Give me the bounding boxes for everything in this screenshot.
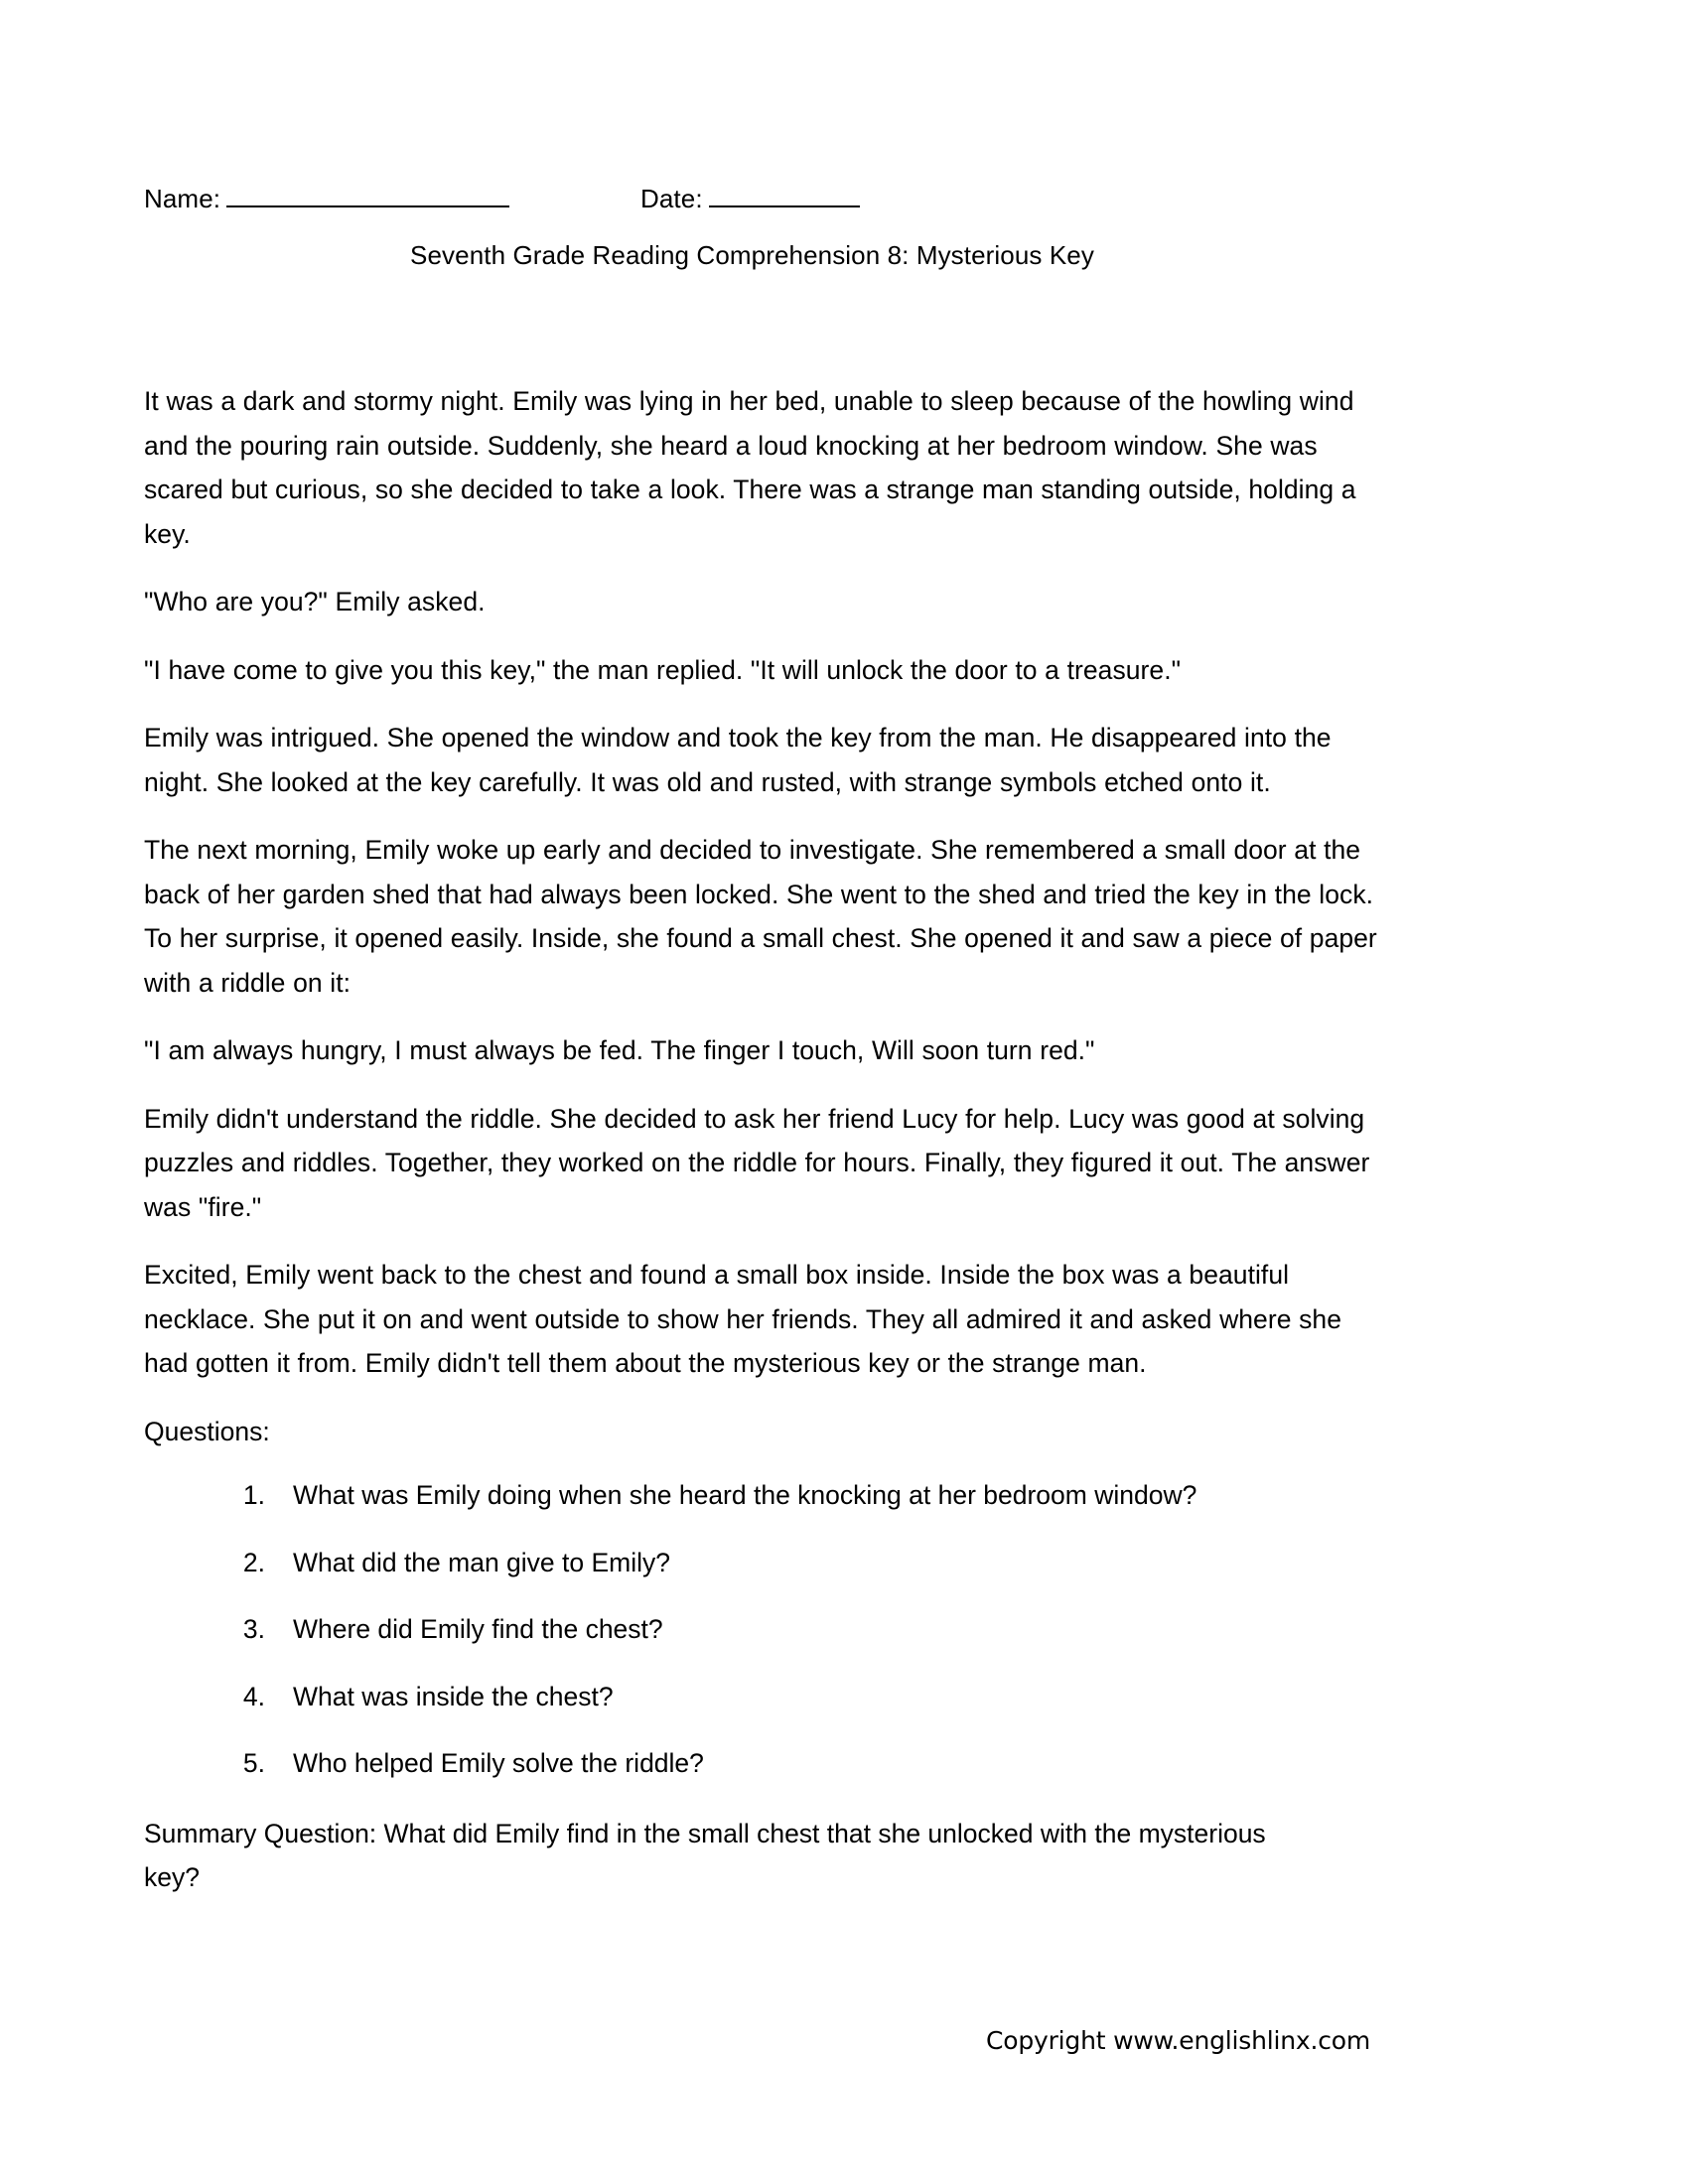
question-number: 4. (242, 1681, 265, 1711)
copyright-footer: Copyright www.englishlinx.com (985, 2026, 1370, 2055)
date-write-in-line[interactable] (709, 184, 860, 207)
passage-paragraph: Emily was intrigued. She opened the window and took the key from the man. He disappeared into the night. She looked at the key carefully. It was old and rusted, with strange symbols etched onto it. (144, 723, 1332, 797)
worksheet-content (144, 0, 1377, 2184)
date-label: Date: (640, 184, 703, 213)
passage-paragraph: It was a dark and stormy night. Emily was lying in her bed, unable to sleep because of the howling wind and the pouring rain outside. Suddenly, she heard a loud knocking at her bedroom window. She was scared but curious, so she decided to take a look. There was a strange man standing outside, holding a key. (144, 386, 1356, 549)
passage-riddle: "I am always hungry, I must always be fed. The finger I touch, Will soon turn red." (144, 1035, 1095, 1065)
question-item (144, 1675, 1360, 1719)
question-number: 5. (242, 1748, 265, 1778)
name-field-group (144, 184, 509, 213)
question-text: What was Emily doing when she heard the knocking at her bedroom window? (293, 1480, 1197, 1510)
questions-heading: Questions: (144, 1416, 270, 1446)
question-text: What did the man give to Emily? (293, 1547, 671, 1577)
question-number: 2. (242, 1547, 265, 1577)
passage-paragraph: "Who are you?" Emily asked. (144, 587, 486, 616)
question-text: Who helped Emily solve the riddle? (293, 1748, 704, 1778)
question-item (144, 1473, 1360, 1518)
date-field-group (640, 184, 860, 213)
question-item (144, 1607, 1360, 1652)
question-number: 1. (242, 1480, 265, 1510)
student-info-header (144, 184, 1360, 229)
passage-paragraph: Excited, Emily went back to the chest and found a small box inside. Inside the box was a beautiful necklace. She put it on and went outside to show her friends. They all admired it and asked where she had gotten it from. Emily didn't tell them about the mysterious key or the strange man. (144, 1260, 1341, 1378)
question-item (144, 1741, 1360, 1786)
name-label: Name: (144, 184, 221, 213)
worksheet-title: Seventh Grade Reading Comprehension 8: Mysterious Key (410, 240, 1094, 270)
question-text: Where did Emily find the chest? (293, 1614, 663, 1644)
passage-paragraph: The next morning, Emily woke up early and decided to investigate. She remembered a small door at the back of her garden shed that had always been locked. She went to the shed and tried the key in the lock. To her surprise, it opened easily. Inside, she found a small chest. She opened it and saw a piece of paper with a riddle on it: (144, 835, 1377, 998)
name-write-in-line[interactable] (226, 184, 509, 207)
passage-and-questions (144, 379, 1377, 1900)
question-number: 3. (242, 1614, 265, 1644)
summary-question: Summary Question: What did Emily find in the small chest that she unlocked with the mysterious key? (144, 1818, 1266, 1892)
passage-paragraph: "I have come to give you this key," the man replied. "It will unlock the door to a treasure." (144, 654, 1182, 685)
question-item (144, 1541, 1360, 1585)
question-text: What was inside the chest? (293, 1681, 614, 1711)
questions-list (144, 1473, 1360, 1786)
passage-paragraph: Emily didn't understand the riddle. She decided to ask her friend Lucy for help. Lucy was good at solving puzzles and riddles. Together, they worked on the riddle for hours. Finally, they figured it out. The answer was "fire." (144, 1103, 1370, 1222)
